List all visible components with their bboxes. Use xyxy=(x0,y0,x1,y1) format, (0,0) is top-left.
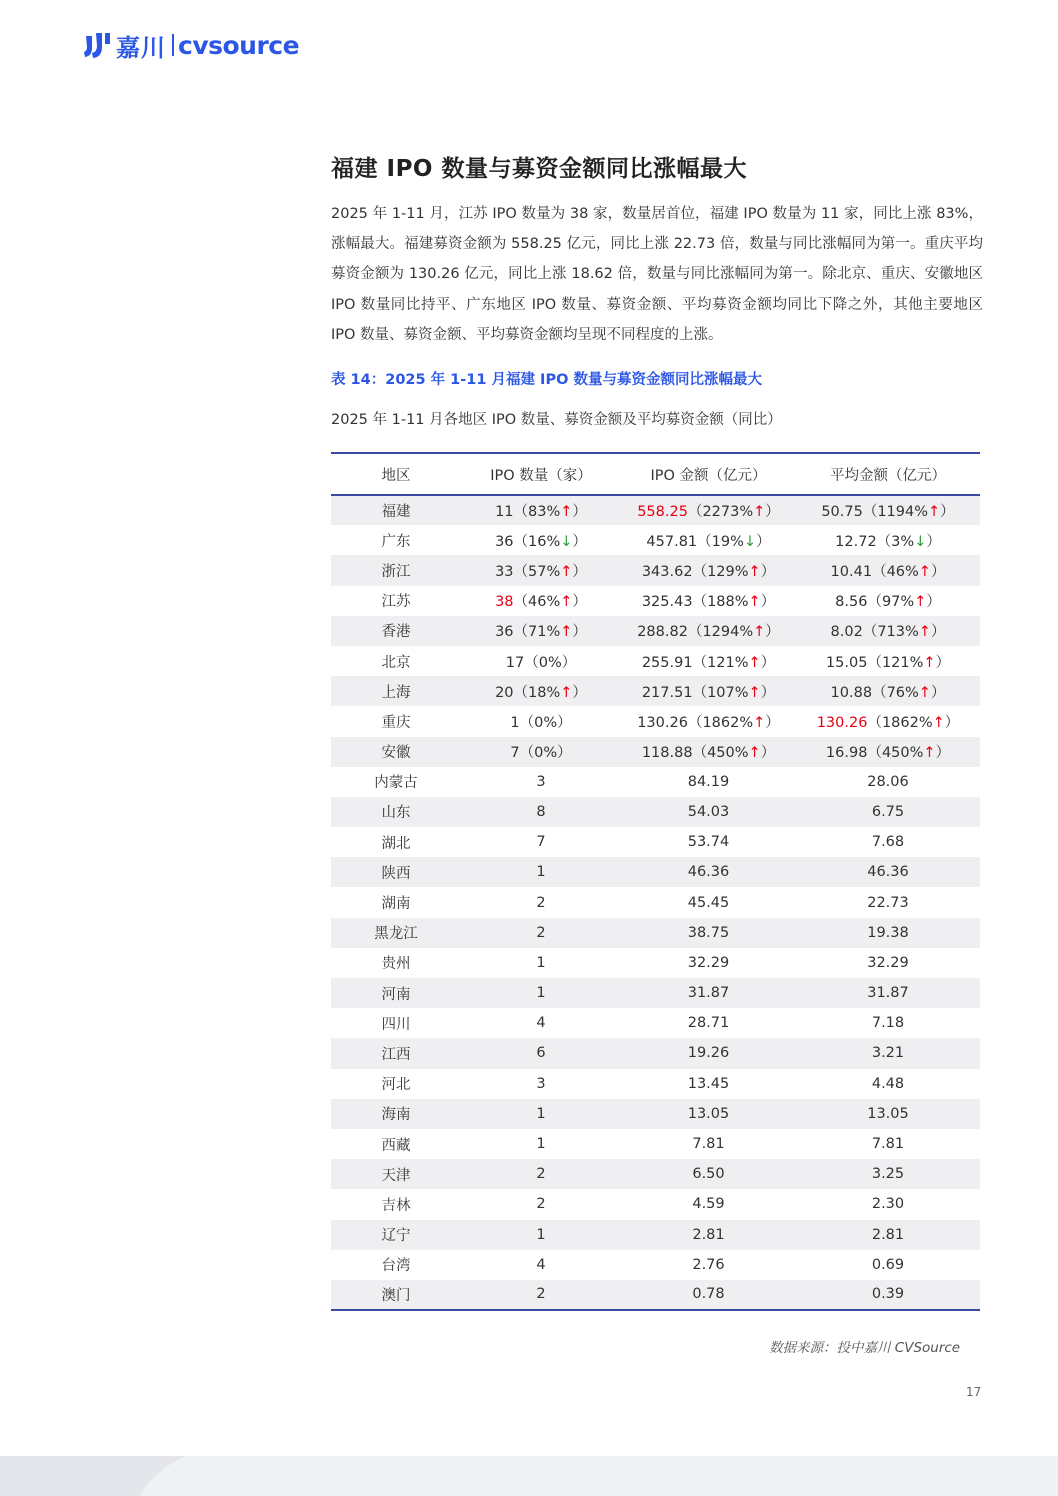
cell-region: 河南 xyxy=(381,986,411,1003)
cell-avg xyxy=(796,1159,980,1189)
value-count: 2 xyxy=(536,924,546,941)
value-avg: 13.05 xyxy=(867,1105,909,1122)
value-avg: 3.25 xyxy=(871,1166,905,1183)
value-count: 36 xyxy=(495,624,514,641)
cell-count xyxy=(461,978,621,1008)
cell-avg: 8.56（97%↑） xyxy=(835,594,941,611)
cell-count: 36（16%↓） xyxy=(495,533,587,550)
value-count: 1 xyxy=(536,1105,546,1122)
cell-amount xyxy=(621,827,796,857)
cell-region: 西藏 xyxy=(381,1137,411,1154)
value-amount: 28.71 xyxy=(687,1015,730,1032)
value-count: 33 xyxy=(495,563,514,580)
change-amount: 121% xyxy=(707,654,749,671)
table-row xyxy=(331,857,980,887)
table-row xyxy=(331,706,980,736)
cell-avg: 16.98（450%↑） xyxy=(825,745,951,762)
cell-avg: 50.75（1194%↑） xyxy=(821,504,955,521)
cell-amount xyxy=(621,1159,796,1189)
cell-count xyxy=(461,1159,621,1189)
cell-amount xyxy=(621,857,796,887)
table-row xyxy=(331,495,980,525)
cell-avg xyxy=(796,887,980,917)
arrow-up-icon: ↑ xyxy=(753,504,766,521)
arrow-up-icon: ↑ xyxy=(923,654,936,671)
table-row xyxy=(331,646,980,676)
header-ipo-amount: IPO 金额（亿元） xyxy=(650,467,767,484)
value-amount: 84.19 xyxy=(687,773,730,790)
value-amount: 4.59 xyxy=(692,1196,725,1213)
value-avg: 16.98 xyxy=(825,745,868,762)
table-subtitle: 2025 年 1-11 月各地区 IPO 数量、募资金额及平均募资金额（同比） xyxy=(331,412,782,428)
change-count: 83% xyxy=(528,504,561,521)
value-count: 2 xyxy=(536,1286,546,1303)
value-count: 1 xyxy=(536,985,546,1002)
section-title: 福建 IPO 数量与募资金额同比涨幅最大 xyxy=(331,156,747,182)
cell-amount xyxy=(621,1129,796,1159)
value-avg: 0.39 xyxy=(871,1286,905,1303)
arrow-down-icon: ↓ xyxy=(743,533,757,550)
value-amount: 2.76 xyxy=(692,1256,725,1273)
cell-region: 广东 xyxy=(381,533,411,550)
change-count: 0% xyxy=(534,714,558,731)
cell-region: 福建 xyxy=(381,504,411,521)
change-amount: 129% xyxy=(707,563,749,580)
value-count: 1 xyxy=(536,864,546,881)
table-row xyxy=(331,1189,980,1219)
arrow-up-icon: ↑ xyxy=(560,624,573,641)
cell-avg xyxy=(796,767,980,797)
value-avg: 28.06 xyxy=(867,773,909,790)
value-count: 4 xyxy=(536,1015,546,1032)
cell-avg xyxy=(796,1008,980,1038)
arrow-up-icon: ↑ xyxy=(560,594,573,611)
value-count: 17 xyxy=(505,654,525,671)
cell-count xyxy=(461,1189,621,1219)
arrow-up-icon: ↑ xyxy=(923,745,936,762)
change-count: 46% xyxy=(528,594,561,611)
value-count: 11 xyxy=(495,504,514,521)
cell-region: 澳门 xyxy=(381,1287,411,1304)
value-amount: 13.05 xyxy=(687,1105,730,1122)
cell-region: 香港 xyxy=(381,624,411,641)
value-count: 3 xyxy=(536,1075,546,1092)
cell-count: 20（18%↑） xyxy=(495,684,587,701)
cell-amount xyxy=(621,1069,796,1099)
cell-count: 38（46%↑） xyxy=(495,594,587,611)
value-amount: 46.36 xyxy=(687,864,730,881)
value-avg: 50.75 xyxy=(821,504,863,521)
value-avg: 8.02 xyxy=(830,624,863,641)
value-amount: 13.45 xyxy=(687,1075,730,1092)
logo-divider xyxy=(172,34,174,56)
cell-count xyxy=(461,827,621,857)
table-row xyxy=(331,887,980,917)
cell-amount xyxy=(621,767,796,797)
cell-count xyxy=(461,1250,621,1280)
value-amount: 118.88 xyxy=(641,745,693,762)
change-count: 0% xyxy=(538,654,562,671)
value-count: 8 xyxy=(536,803,546,820)
cell-region: 湖北 xyxy=(381,835,411,852)
arrow-down-icon: ↓ xyxy=(914,533,927,550)
change-avg: 46% xyxy=(886,563,919,580)
value-amount: 2.81 xyxy=(692,1226,725,1243)
value-avg: 10.88 xyxy=(830,684,873,701)
value-amount: 54.03 xyxy=(687,803,730,820)
arrow-up-icon: ↑ xyxy=(748,745,761,762)
arrow-up-icon: ↑ xyxy=(560,563,573,580)
cell-region: 四川 xyxy=(381,1016,411,1033)
table-header-row xyxy=(331,453,980,495)
arrow-up-icon: ↑ xyxy=(918,563,931,580)
cell-region: 辽宁 xyxy=(381,1228,411,1245)
cell-amount xyxy=(621,918,796,948)
table-row xyxy=(331,676,980,706)
table-row xyxy=(331,767,980,797)
change-amount: 19% xyxy=(711,533,744,550)
value-count: 20 xyxy=(495,684,514,701)
arrow-up-icon: ↑ xyxy=(560,504,573,521)
header-avg-amount: 平均金额（亿元） xyxy=(830,467,946,484)
cell-avg: 12.72（3%↓） xyxy=(835,533,941,550)
value-amount: 255.91 xyxy=(641,654,693,671)
cell-region: 湖南 xyxy=(381,896,411,913)
cell-count: 33（57%↑） xyxy=(495,563,587,580)
cell-region: 上海 xyxy=(381,684,411,701)
value-count: 7 xyxy=(510,745,520,762)
table-row xyxy=(331,827,980,857)
arrow-down-icon: ↓ xyxy=(560,533,573,550)
cell-avg xyxy=(796,1038,980,1068)
value-amount: 457.81 xyxy=(646,533,698,550)
table-row xyxy=(331,1129,980,1159)
value-avg: 130.26 xyxy=(816,714,868,731)
change-count: 57% xyxy=(528,563,561,580)
cell-region: 江西 xyxy=(381,1046,411,1063)
logo-english-name: cvsource xyxy=(178,30,300,60)
value-avg: 6.75 xyxy=(871,803,905,820)
cell-avg xyxy=(796,827,980,857)
cell-amount: 288.82（1294%↑） xyxy=(637,624,780,641)
cell-region: 吉林 xyxy=(381,1197,411,1214)
cell-amount xyxy=(621,887,796,917)
cell-avg: 10.88（76%↑） xyxy=(830,684,946,701)
cell-avg xyxy=(796,1280,980,1310)
value-amount: 6.50 xyxy=(692,1166,725,1183)
table-title: 表 14：2025 年 1-11 月福建 IPO 数量与募资金额同比涨幅最大 xyxy=(331,372,762,388)
data-source-note: 数据来源：投中嘉川 CVSource xyxy=(769,1340,961,1356)
change-count: 0% xyxy=(534,745,558,762)
cell-region: 内蒙古 xyxy=(374,775,418,792)
cell-amount xyxy=(621,1099,796,1129)
arrow-up-icon: ↑ xyxy=(914,594,927,611)
value-avg: 7.18 xyxy=(871,1015,905,1032)
table-row xyxy=(331,525,980,555)
cell-amount: 325.43（188%↑） xyxy=(641,594,776,611)
change-count: 71% xyxy=(528,624,561,641)
change-count: 18% xyxy=(528,684,561,701)
change-avg: 450% xyxy=(881,745,924,762)
cell-amount xyxy=(621,948,796,978)
cell-region: 北京 xyxy=(381,654,411,671)
cell-amount xyxy=(621,1280,796,1310)
table-row xyxy=(331,1250,980,1280)
cell-count xyxy=(461,797,621,827)
arrow-up-icon: ↑ xyxy=(748,684,761,701)
change-avg: 3% xyxy=(891,533,915,550)
arrow-up-icon: ↑ xyxy=(560,684,573,701)
cell-amount: 343.62（129%↑） xyxy=(641,563,776,580)
cell-amount xyxy=(621,1008,796,1038)
cell-amount: 558.25（2273%↑） xyxy=(637,504,780,521)
cell-region: 安徽 xyxy=(381,745,411,762)
cell-region: 重庆 xyxy=(381,714,411,731)
cell-count: 36（71%↑） xyxy=(495,624,587,641)
value-avg: 7.68 xyxy=(871,834,905,851)
table-row xyxy=(331,1220,980,1250)
value-amount: 288.82 xyxy=(637,624,688,641)
value-avg: 2.81 xyxy=(871,1226,905,1243)
cell-region: 贵州 xyxy=(381,956,411,973)
cell-count xyxy=(461,1129,621,1159)
header-region: 地区 xyxy=(381,467,411,484)
table-body xyxy=(331,495,980,1310)
value-amount: 19.26 xyxy=(687,1045,730,1062)
table-row xyxy=(331,1069,980,1099)
cell-amount xyxy=(621,978,796,1008)
table-row xyxy=(331,1099,980,1129)
change-amount: 2273% xyxy=(702,504,754,521)
value-amount: 7.81 xyxy=(692,1136,725,1153)
value-amount: 217.51 xyxy=(641,684,693,701)
table-row xyxy=(331,586,980,616)
value-amount: 325.43 xyxy=(641,594,693,611)
cell-count xyxy=(461,1099,621,1129)
change-count: 16% xyxy=(528,533,561,550)
value-count: 1 xyxy=(510,714,520,731)
logo-mark-icon xyxy=(82,30,112,60)
footer-curve-decoration xyxy=(0,1456,200,1496)
cell-region: 陕西 xyxy=(381,865,411,882)
logo-chinese-name: 嘉川 xyxy=(116,33,166,62)
value-amount: 558.25 xyxy=(637,504,688,521)
region-ipo-table xyxy=(331,452,980,1311)
value-avg: 12.72 xyxy=(835,533,877,550)
cell-amount xyxy=(621,1189,796,1219)
value-amount: 0.78 xyxy=(692,1286,725,1303)
arrow-up-icon: ↑ xyxy=(753,624,766,641)
cell-amount: 255.91（121%↑） xyxy=(641,654,776,671)
value-avg: 8.56 xyxy=(835,594,868,611)
table-row xyxy=(331,1008,980,1038)
cell-count xyxy=(461,857,621,887)
value-count: 2 xyxy=(536,1196,546,1213)
change-avg: 121% xyxy=(881,654,924,671)
value-amount: 53.74 xyxy=(687,834,730,851)
change-amount: 107% xyxy=(707,684,749,701)
cell-count xyxy=(461,1220,621,1250)
cell-avg xyxy=(796,1129,980,1159)
cell-region: 江苏 xyxy=(381,594,411,611)
change-avg: 1194% xyxy=(877,504,929,521)
cell-avg xyxy=(796,1250,980,1280)
cell-region: 台湾 xyxy=(381,1258,411,1275)
cell-region: 山东 xyxy=(381,805,411,822)
cell-region: 河北 xyxy=(381,1077,411,1094)
value-avg: 15.05 xyxy=(825,654,868,671)
cell-avg: 15.05（121%↑） xyxy=(825,654,951,671)
change-amount: 188% xyxy=(707,594,749,611)
cvsource-logo xyxy=(82,30,299,60)
change-amount: 1862% xyxy=(702,714,754,731)
value-count: 1 xyxy=(536,1226,546,1243)
table-row xyxy=(331,1280,980,1310)
table-row xyxy=(331,555,980,585)
cell-count xyxy=(461,1038,621,1068)
cell-count xyxy=(461,887,621,917)
cell-avg xyxy=(796,1099,980,1129)
page-number: 17 xyxy=(966,1385,982,1399)
value-count: 2 xyxy=(536,894,546,911)
value-avg: 0.69 xyxy=(871,1256,905,1273)
arrow-up-icon: ↑ xyxy=(918,684,931,701)
value-avg: 3.21 xyxy=(871,1045,905,1062)
cell-amount xyxy=(621,797,796,827)
cell-amount: 118.88（450%↑） xyxy=(641,745,776,762)
cell-avg: 130.26（1862%↑） xyxy=(816,714,960,731)
arrow-up-icon: ↑ xyxy=(928,504,941,521)
cell-avg xyxy=(796,948,980,978)
cell-amount: 217.51（107%↑） xyxy=(641,684,776,701)
footer-band xyxy=(0,1456,1058,1496)
cell-avg xyxy=(796,797,980,827)
cell-region: 天津 xyxy=(381,1167,411,1184)
cell-count: 11（83%↑） xyxy=(495,504,587,521)
arrow-up-icon: ↑ xyxy=(753,714,766,731)
value-count: 36 xyxy=(495,533,514,550)
table-row xyxy=(331,978,980,1008)
arrow-up-icon: ↑ xyxy=(748,594,761,611)
table-row xyxy=(331,918,980,948)
cell-amount: 130.26（1862%↑） xyxy=(637,714,780,731)
value-count: 6 xyxy=(536,1045,546,1062)
value-avg: 4.48 xyxy=(871,1075,905,1092)
cell-count xyxy=(461,918,621,948)
value-amount: 32.29 xyxy=(687,954,730,971)
value-avg: 19.38 xyxy=(867,924,909,941)
table-row xyxy=(331,1038,980,1068)
cell-avg xyxy=(796,1220,980,1250)
table-row xyxy=(331,737,980,767)
body-paragraph: 2025 年 1-11 月，江苏 IPO 数量为 38 家，数量居首位，福建 IPO 数量为 11 家，同比上涨 83%，涨幅最大。福建募资金额为 558.25 亿元，同比上涨 22.73 倍，数量与同比涨幅同为第一。重庆平均募资金额为 130.26 亿元，同比上涨 18.62 倍，数量与同比涨幅同为第一。除北京、重庆、安徽地区 IPO 数量同比持平、广东地区 IPO 数量、募资金额、平均募资金额均同比下降之外，其他主要地区 IPO 数量、募资金额、平均募资金额均呈现不同程度的上涨。 xyxy=(331,206,983,343)
change-amount: 450% xyxy=(707,745,749,762)
value-amount: 38.75 xyxy=(687,924,730,941)
value-amount: 130.26 xyxy=(637,714,688,731)
value-avg: 32.29 xyxy=(867,954,909,971)
cell-count: 17（0%） xyxy=(505,654,577,671)
value-avg: 2.30 xyxy=(871,1196,905,1213)
cell-count: 7（0%） xyxy=(510,745,572,762)
value-amount: 45.45 xyxy=(687,894,730,911)
table-row xyxy=(331,1159,980,1189)
value-amount: 31.87 xyxy=(687,985,730,1002)
value-count: 4 xyxy=(536,1256,546,1273)
cell-avg xyxy=(796,918,980,948)
value-count: 1 xyxy=(536,954,546,971)
cell-amount xyxy=(621,1038,796,1068)
value-avg: 22.73 xyxy=(867,894,909,911)
change-avg: 1862% xyxy=(881,714,933,731)
cell-avg: 10.41（46%↑） xyxy=(830,563,946,580)
value-avg: 10.41 xyxy=(830,563,873,580)
cell-amount: 457.81（19%↓） xyxy=(646,533,771,550)
table-row xyxy=(331,948,980,978)
header-ipo-count: IPO 数量（家） xyxy=(490,467,592,484)
cell-amount xyxy=(621,1220,796,1250)
cell-avg xyxy=(796,857,980,887)
value-amount: 343.62 xyxy=(641,563,693,580)
cell-region: 黑龙江 xyxy=(374,926,418,943)
cell-avg: 8.02（713%↑） xyxy=(830,624,946,641)
value-count: 1 xyxy=(536,1136,546,1153)
change-amount: 1294% xyxy=(702,624,754,641)
value-count: 38 xyxy=(495,594,514,611)
cell-count xyxy=(461,1069,621,1099)
value-count: 3 xyxy=(536,773,546,790)
cell-avg xyxy=(796,978,980,1008)
arrow-up-icon: ↑ xyxy=(748,563,761,580)
change-avg: 76% xyxy=(886,684,919,701)
arrow-up-icon: ↑ xyxy=(932,714,945,731)
value-avg: 31.87 xyxy=(867,985,909,1002)
cell-amount xyxy=(621,1250,796,1280)
cell-count: 1（0%） xyxy=(510,714,572,731)
table-row xyxy=(331,616,980,646)
change-avg: 97% xyxy=(881,594,915,611)
value-count: 7 xyxy=(536,834,546,851)
cell-avg xyxy=(796,1189,980,1219)
table-row xyxy=(331,797,980,827)
arrow-up-icon: ↑ xyxy=(918,624,931,641)
cell-count xyxy=(461,1008,621,1038)
value-count: 2 xyxy=(536,1166,546,1183)
value-avg: 46.36 xyxy=(867,864,909,881)
value-avg: 7.81 xyxy=(871,1136,905,1153)
arrow-up-icon: ↑ xyxy=(748,654,761,671)
cell-count xyxy=(461,948,621,978)
cell-region: 海南 xyxy=(381,1107,411,1124)
change-avg: 713% xyxy=(877,624,919,641)
cell-avg xyxy=(796,1069,980,1099)
cell-region: 浙江 xyxy=(381,563,411,580)
cell-count xyxy=(461,767,621,797)
cell-count xyxy=(461,1280,621,1310)
